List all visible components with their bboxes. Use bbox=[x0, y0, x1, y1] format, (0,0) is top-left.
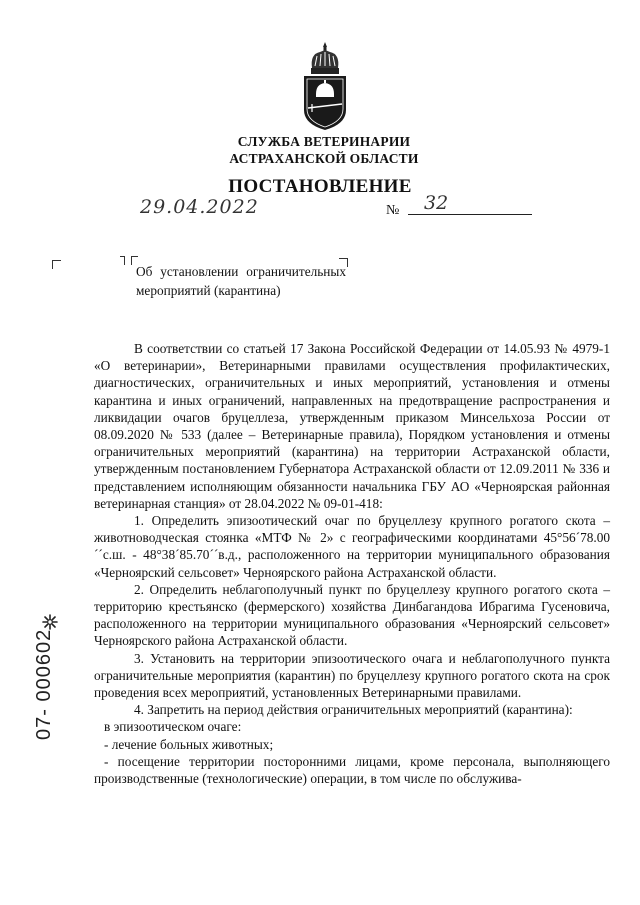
document-number: 32 bbox=[424, 192, 449, 214]
clause-4: 4. Запретить на период действия ограничительных мероприятий (карантина): bbox=[134, 702, 573, 718]
astrakhan-coat-of-arms-icon bbox=[298, 38, 352, 132]
document-date: 29.04.2022 bbox=[140, 196, 259, 218]
corner-mark-subject-left bbox=[120, 256, 125, 265]
clause-4-item-1: - лечение больных животных; bbox=[104, 736, 274, 752]
registration-number-vertical: 07- 000602 bbox=[33, 628, 55, 740]
number-sign: № bbox=[386, 203, 400, 218]
document-type: ПОСТАНОВЛЕНИЕ bbox=[228, 176, 412, 197]
org-name-line1: СЛУЖБА ВЕТЕРИНАРИИ bbox=[237, 134, 411, 149]
clause-2: 2. Определить неблагополучный пункт по бруцеллезу крупного рогатого скота – территорию крестьянско (фермерского) хозяйства Динбагандова Ибрагима Гусеновича, расположенного на территории муниципального образования «Черноярский сельсовет» Черноярского района Астраханской области. bbox=[94, 581, 610, 649]
clause-3: 3. Установить на территории эпизоотического очага и неблагополучного пункта ограничительные мероприятия (карантин) по бруцеллезу крупного рогатого скота на срок проведения всех мероприятий, установленных Ветеринарными правилами. bbox=[94, 650, 610, 701]
clause-4-sub-heading: в эпизоотическом очаге: bbox=[104, 719, 242, 735]
document-subject: Об установлении ограничительных мероприятий (карантина) bbox=[136, 264, 346, 298]
clause-4-item-2: - посещение территории посторонними лицами, кроме персонала, выполняющего производственные (технологические) операции, в том числе по обслужива- bbox=[94, 753, 610, 787]
corner-mark-left bbox=[52, 260, 61, 269]
org-name-line2: АСТРАХАНСКОЙ ОБЛАСТИ bbox=[229, 151, 419, 166]
preamble-paragraph: В соответствии со статьей 17 Закона Российской Федерации от 14.05.93 № 4979-1 «О ветеринарии», Ветеринарными правилами осуществления профилактических, диагностических, ограничительных и иных мероприятий, установления и отмены карантина и иных ограничений, направленных на предотвращение распространения и ликвидации очагов бруцеллеза, утвержденным приказом Минсельхоза России от 08.09.2020 № 533 (далее – Ветеринарные правила), Порядком установления и отмены ограничительных мероприятий (карантина) на территории Астраханской области, утвержденным постановлением Губернатора Астраханской области от 12.09.2011 № 336 и представлением исполняющим обязанности начальника ГБУ АО «Черноярская районная ветеринарная станция» от 28.04.2022 № 09-01-418: bbox=[94, 341, 610, 511]
document-body bbox=[94, 340, 610, 787]
clause-1: 1. Определить эпизоотический очаг по бруцеллезу крупного рогатого скота – животноводческая стоянка «МТФ № 2» с географическими координатами 45°56´78.00´´с.ш. - 48°38´85.70´´в.д., расположенного на территории муниципального образования «Черноярский сельсовет» Черноярского района Астраханской области. bbox=[94, 513, 610, 580]
number-underline bbox=[408, 214, 532, 215]
